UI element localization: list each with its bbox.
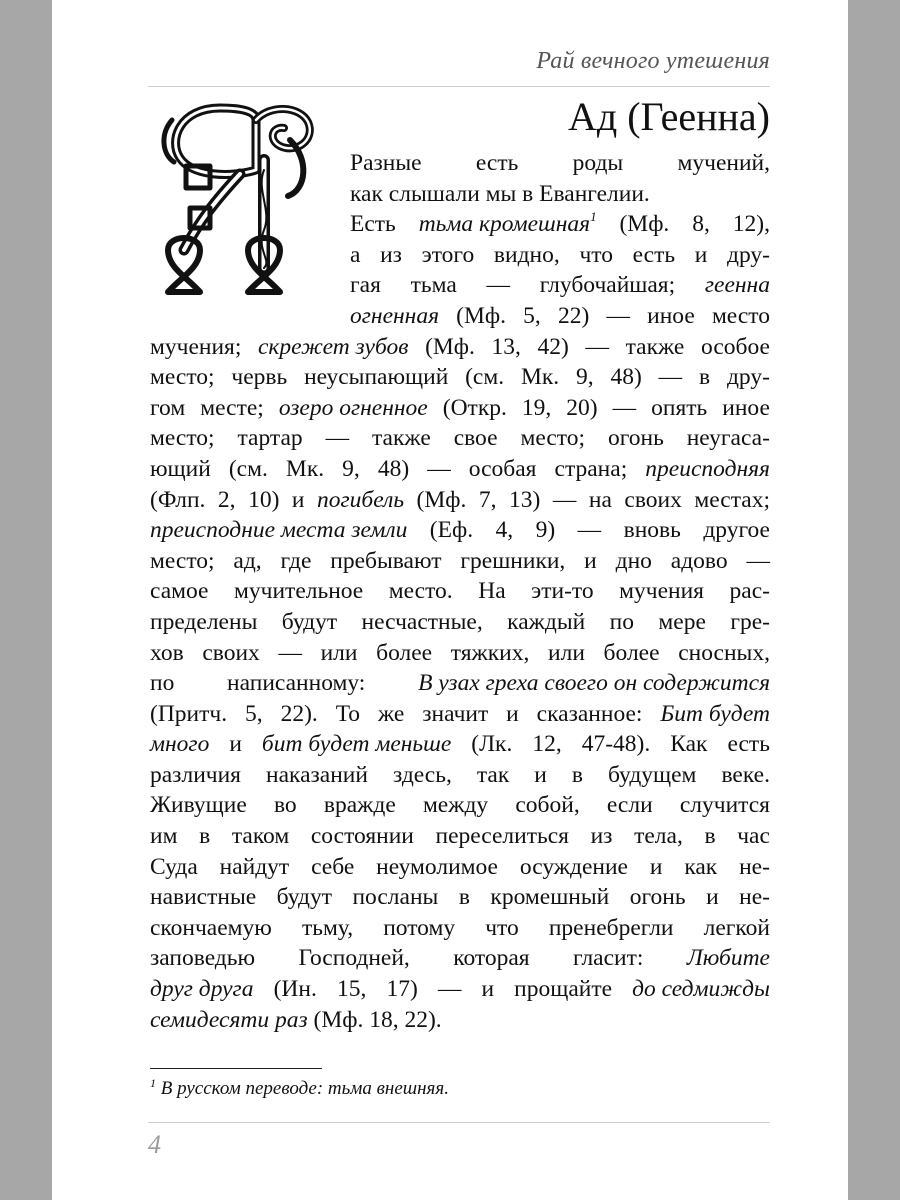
word: навистные <box>150 884 257 911</box>
word: мучения; <box>150 333 242 360</box>
word: себе <box>311 853 355 880</box>
word: тьму, <box>301 914 354 941</box>
italic-phrase: В узах греха своего он содержится <box>418 670 770 697</box>
word: веке. <box>721 761 770 788</box>
word: есть <box>632 241 676 268</box>
word: своих <box>202 639 260 666</box>
word: наказаний <box>266 761 368 788</box>
word: (см. <box>465 364 505 391</box>
word: самое <box>150 578 209 605</box>
word: неумолимое <box>376 853 498 880</box>
body-text <box>150 148 770 1035</box>
word: своих <box>624 486 682 513</box>
word: 9, <box>342 455 360 482</box>
text-line <box>350 148 770 179</box>
text-line <box>150 638 770 669</box>
text-line <box>150 362 770 393</box>
word: и <box>584 547 597 574</box>
word: ющий <box>150 455 211 482</box>
word: 13) <box>509 486 541 513</box>
word: особая <box>468 455 537 482</box>
word: будут <box>276 884 332 911</box>
word: во <box>273 792 297 819</box>
word: в <box>199 823 211 850</box>
text-line <box>350 270 770 301</box>
italic-phrase: Бит будет <box>660 700 770 727</box>
text-line <box>150 913 770 944</box>
word: каждый <box>507 608 586 635</box>
word: место; <box>520 425 586 452</box>
word: особое <box>700 333 770 360</box>
word: 22). <box>280 700 318 727</box>
word: — <box>427 455 451 482</box>
text-line <box>150 668 770 699</box>
word: если <box>606 792 653 819</box>
word: адово <box>670 547 728 574</box>
word: гре- <box>730 608 770 635</box>
word: кромешный <box>490 884 610 911</box>
text-line <box>150 423 770 454</box>
word: 48) <box>610 364 642 391</box>
word: 5, <box>245 700 263 727</box>
word: в <box>571 761 583 788</box>
word: осуждение <box>519 853 628 880</box>
word: (Мф. <box>619 211 670 238</box>
word: опять <box>651 394 708 421</box>
word: из <box>590 823 613 850</box>
italic-phrase: скрежет зубов <box>258 333 409 360</box>
word: в <box>698 364 711 391</box>
italic-phrase: озеро огненное <box>278 394 428 421</box>
word: на <box>588 486 612 513</box>
word: дно <box>615 547 652 574</box>
word: — <box>486 272 510 299</box>
word: 48) <box>377 455 410 482</box>
text-line <box>350 240 770 271</box>
word: и <box>229 731 242 758</box>
word: На <box>478 578 506 605</box>
word: пределены <box>150 608 258 635</box>
text-line <box>150 515 770 546</box>
italic-phrase: преисподняя <box>645 455 770 482</box>
word: Есть <box>350 211 396 238</box>
word: и <box>291 486 305 513</box>
word: вновь <box>623 517 681 544</box>
text-line <box>150 332 770 363</box>
italic-phrase: бит будет меньше <box>261 731 452 758</box>
word: им <box>150 823 178 850</box>
word: мучительное <box>234 578 364 605</box>
word: мучения <box>619 578 704 605</box>
word: неугаса- <box>686 425 770 452</box>
word: потому <box>383 914 456 941</box>
word: 15, <box>336 976 367 1003</box>
word: — <box>325 425 350 452</box>
word: собой, <box>515 792 580 819</box>
word: — <box>278 639 302 666</box>
word: видно, <box>493 241 560 268</box>
word: пребывают <box>330 547 442 574</box>
word: — <box>746 547 770 574</box>
word: есть <box>727 731 770 758</box>
word: прощайте <box>514 976 613 1003</box>
text-line <box>150 729 770 760</box>
word: что <box>485 914 519 941</box>
word: и <box>534 761 547 788</box>
word: — <box>585 333 609 360</box>
word: так <box>476 761 510 788</box>
word: и <box>506 700 519 727</box>
footnote-ref: 1 <box>590 209 597 225</box>
text-line <box>150 943 770 974</box>
word: 5, <box>523 302 541 329</box>
text-line <box>150 607 770 638</box>
word: случится <box>679 792 770 819</box>
word: час <box>737 823 770 850</box>
word: огонь <box>629 884 686 911</box>
word: местах; <box>694 486 770 513</box>
word: более <box>376 639 433 666</box>
word: пренебрегли <box>548 914 674 941</box>
word: между <box>422 792 489 819</box>
word: 4, <box>495 517 514 544</box>
word: мере <box>658 608 706 635</box>
word: состоянии <box>310 823 414 850</box>
italic-phrase: огненная <box>350 302 439 329</box>
text-line <box>150 699 770 730</box>
word: не- <box>739 884 770 911</box>
word: 9) <box>535 517 556 544</box>
word: свое <box>453 425 498 452</box>
word: червь <box>231 364 288 391</box>
footnote <box>150 1078 449 1100</box>
text-line <box>150 1005 770 1036</box>
word: (Лк. <box>471 731 513 758</box>
word: сносных, <box>678 639 770 666</box>
text-line <box>150 790 770 821</box>
word: тяжких, <box>450 639 530 666</box>
word: Мк. <box>520 364 560 391</box>
word: в <box>458 884 470 911</box>
word: место; <box>150 364 215 391</box>
word: месте; <box>200 394 264 421</box>
word: более <box>603 639 660 666</box>
word: эти-то <box>531 578 594 605</box>
word: место; <box>150 425 215 452</box>
italic-phrase: друг друга <box>150 976 254 1003</box>
text-line <box>150 393 770 424</box>
word: (Мф. <box>416 486 467 513</box>
word: То <box>335 700 361 727</box>
word: 42) <box>537 333 569 360</box>
text-line <box>150 454 770 485</box>
word: (Флп. <box>150 486 206 513</box>
word: — <box>658 364 683 391</box>
italic-phrase: тьма кромешная <box>418 211 591 238</box>
word: — <box>437 976 462 1003</box>
word: мучений, <box>677 150 770 176</box>
word: — <box>552 486 577 513</box>
word: и <box>481 976 495 1003</box>
text-line <box>150 852 770 883</box>
word: 12, <box>532 731 562 758</box>
word: и <box>649 853 663 880</box>
text-line <box>150 485 770 516</box>
word: из <box>380 241 402 268</box>
word: где <box>280 547 312 574</box>
word: ад, <box>233 547 262 574</box>
word: иное <box>647 302 695 329</box>
word: переселиться <box>435 823 569 850</box>
running-head: Рай вечного утешения <box>536 48 770 74</box>
italic-phrase: семидесяти раз <box>150 1006 308 1033</box>
word: также <box>372 425 431 452</box>
word: по <box>150 670 175 697</box>
word: скончаемую <box>150 914 272 941</box>
word: (Ин. <box>273 976 317 1003</box>
word: 17) <box>386 976 418 1003</box>
word: легкой <box>703 914 770 941</box>
word: тьма <box>410 272 457 299</box>
word: гая <box>350 272 381 299</box>
word: хов <box>150 639 184 666</box>
word: как слышали мы в Евангелии. <box>350 180 650 207</box>
word: Мк. <box>285 455 325 482</box>
word: дру- <box>727 241 770 268</box>
word: тела, <box>634 823 683 850</box>
word: (Мф. <box>456 302 506 329</box>
word: посланы <box>352 884 439 911</box>
italic-phrase: много <box>150 731 210 758</box>
word: иное <box>722 394 770 421</box>
word: 2, <box>217 486 236 513</box>
footnote-text: В русском переводе: тьма внешняя. <box>160 1078 449 1099</box>
word: Живущие <box>150 792 247 819</box>
italic-phrase: до седмижды <box>632 976 770 1003</box>
word: (Мф. <box>425 333 475 360</box>
word: Господней, <box>298 945 410 972</box>
word: найдут <box>219 853 290 880</box>
word: различия <box>150 761 241 788</box>
italic-phrase: геенна <box>704 272 770 299</box>
word: заповедью <box>150 945 256 972</box>
word: 7, <box>478 486 497 513</box>
word-with-footnote <box>419 209 597 240</box>
word: или <box>548 639 585 666</box>
word: вражде <box>323 792 396 819</box>
word: или <box>320 639 358 666</box>
footnote-marker: 1 <box>150 1076 156 1090</box>
word: которая <box>453 945 530 972</box>
word: несчастные, <box>361 608 483 635</box>
text-line <box>150 546 770 577</box>
word: 20) <box>566 394 598 421</box>
word: страна; <box>554 455 628 482</box>
word: здесь, <box>392 761 452 788</box>
word: 12), <box>732 211 770 238</box>
word: Как <box>670 731 708 758</box>
text-line <box>350 179 770 210</box>
word: значит <box>422 700 489 727</box>
word: и <box>706 884 719 911</box>
word: — <box>577 517 602 544</box>
text-line <box>150 974 770 1005</box>
page-number: 4 <box>148 1130 161 1159</box>
word: что <box>579 241 613 268</box>
word: написанному: <box>227 670 366 697</box>
word: рас- <box>729 578 770 605</box>
word: гласит: <box>573 945 644 972</box>
word: неусыпающий <box>304 364 449 391</box>
text-line <box>150 882 770 913</box>
book-page <box>52 0 848 1200</box>
word: будущем <box>607 761 697 788</box>
word: как <box>684 853 718 880</box>
word: будут <box>281 608 338 635</box>
word: место <box>711 302 770 329</box>
word: 47-48). <box>581 731 651 758</box>
word: не- <box>739 853 770 880</box>
word: глубочайшая; <box>539 272 676 299</box>
word: же <box>377 700 405 727</box>
footnote-rule <box>150 1068 322 1069</box>
word: Суда <box>150 853 198 880</box>
text-line <box>350 301 770 332</box>
text-line <box>150 760 770 791</box>
word: а <box>350 241 361 268</box>
word: есть <box>475 150 519 176</box>
word: тартар <box>237 425 303 452</box>
word: и <box>694 241 708 268</box>
word: гом <box>150 394 186 421</box>
word: грешники, <box>460 547 566 574</box>
word: сказанное: <box>536 700 643 727</box>
word: (Мф. 18, 22). <box>313 1006 442 1033</box>
word: 8, <box>692 211 710 238</box>
word: роды <box>572 150 624 176</box>
header-rule <box>148 86 770 87</box>
word: по <box>609 608 634 635</box>
word: (Еф. <box>429 517 474 544</box>
word: огонь <box>607 425 664 452</box>
word: (Откр. <box>442 394 507 421</box>
word: также <box>625 333 685 360</box>
word: 10) <box>248 486 280 513</box>
word: 22) <box>557 302 590 329</box>
word: этого <box>421 241 475 268</box>
text-line <box>150 821 770 852</box>
word: другое <box>703 517 770 544</box>
text-line <box>350 209 770 240</box>
word: Разные <box>350 150 422 176</box>
word: дру- <box>726 364 770 391</box>
chapter-title: Ад (Геенна) <box>567 94 770 139</box>
word: место; <box>150 547 215 574</box>
text-line <box>150 576 770 607</box>
word: — <box>606 302 630 329</box>
italic-phrase: Любите <box>686 945 770 972</box>
footer-rule <box>148 1122 770 1123</box>
word: таком <box>231 823 290 850</box>
word: в <box>704 823 716 850</box>
italic-phrase: погибель <box>317 486 405 513</box>
word: (см. <box>228 455 268 482</box>
word: (Притч. <box>150 700 228 727</box>
word: 9, <box>576 364 594 391</box>
word: 19, <box>521 394 552 421</box>
word: — <box>612 394 637 421</box>
word: место. <box>388 578 453 605</box>
word: 13, <box>491 333 521 360</box>
italic-phrase: преисподние места земли <box>150 517 408 544</box>
